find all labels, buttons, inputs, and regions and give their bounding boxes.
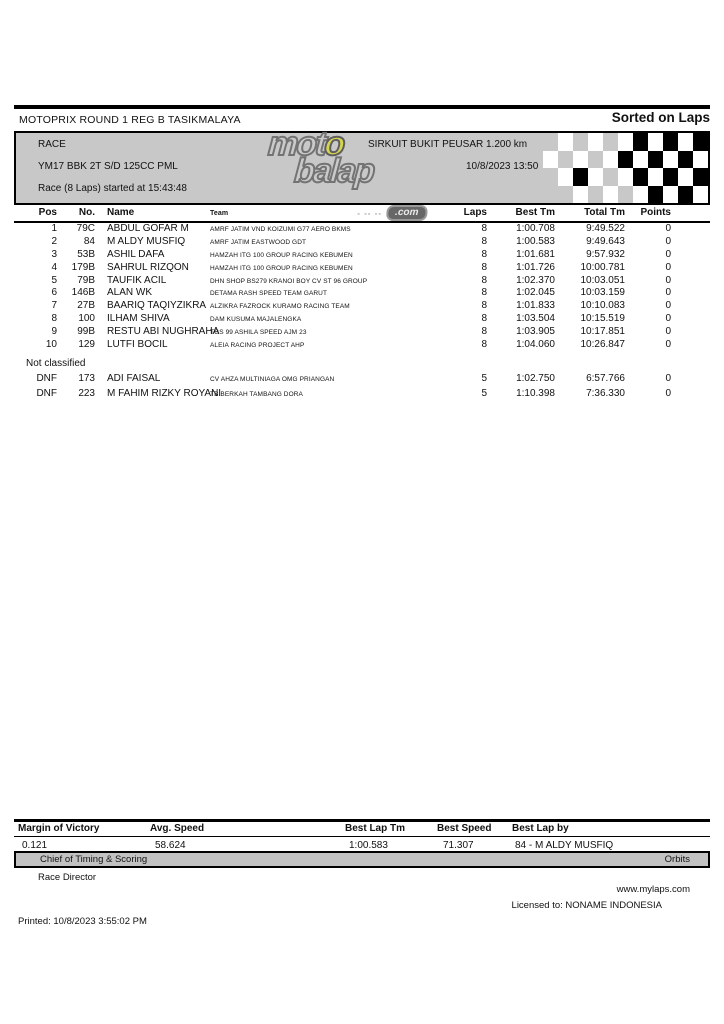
checker-cell (663, 151, 678, 169)
cell-no: 84 (83, 235, 95, 247)
signature-bar (14, 851, 710, 868)
circuit-label: SIRKUIT BUKIT PEUSAR 1.200 km (368, 139, 528, 150)
cell-team: AMRF JATIM VND KOIZUMI G77 AERO BKMS (210, 226, 351, 233)
cell-pos: 2 (51, 235, 57, 247)
session-datetime: 10/8/2023 13:50 (466, 161, 539, 172)
cell-no: 146B (71, 287, 95, 299)
cell-total: 10:15.519 (580, 313, 625, 325)
cell-total: 10:10.083 (580, 300, 625, 312)
cell-total: 10:17.851 (580, 326, 625, 338)
cell-no: 79C (76, 223, 95, 234)
cell-laps: 8 (481, 326, 487, 338)
cell-no: 179B (71, 261, 95, 273)
printed-timestamp: Printed: 10/8/2023 3:55:02 PM (18, 916, 147, 927)
title-row (14, 110, 710, 128)
cell-team: HAMZAH ITG 100 GROUP RACING KEBUMEN (210, 251, 353, 259)
checker-cell (558, 186, 573, 204)
cell-total: 9:49.522 (586, 223, 625, 234)
checker-cell (633, 151, 648, 169)
cell-no: 53B (77, 248, 95, 260)
cell-pos: DNF (36, 373, 57, 384)
header-best: Best Tm (515, 207, 555, 218)
checker-cell (678, 133, 693, 151)
cell-name: ILHAM SHIVA (107, 313, 170, 325)
table-row (14, 300, 710, 313)
cell-total: 6:57.766 (586, 373, 625, 384)
cell-total: 9:49.643 (586, 235, 625, 247)
cell-no: 223 (78, 387, 95, 399)
cell-best: 1:00.583 (516, 235, 555, 247)
stats-rule-thin (14, 836, 710, 837)
cell-name: BAARIQ TAQIYZIKRA (107, 300, 207, 312)
cell-name: ADI FAISAL (107, 373, 161, 384)
checker-cell (678, 186, 693, 204)
header-laps: Laps (463, 207, 487, 218)
cell-points: 0 (665, 339, 671, 351)
results-rows (14, 223, 710, 352)
cell-no: 79B (77, 274, 95, 286)
avg-speed-value: 58.624 (155, 840, 186, 851)
cell-total: 10:00.781 (580, 261, 625, 273)
checker-cell (648, 186, 663, 204)
cell-team: DAM KUSUMA MAJALENGKA (210, 316, 302, 324)
cell-best: 1:01.833 (516, 300, 555, 312)
cell-pos: 1 (51, 223, 57, 234)
best-lap-tm-label: Best Lap Tm (345, 823, 406, 834)
cell-laps: 8 (481, 223, 487, 234)
checker-cell (573, 133, 588, 151)
cell-pos: 9 (51, 326, 57, 338)
table-row (14, 326, 710, 339)
cell-name: ALAN WK (107, 287, 153, 299)
session-label: RACE (38, 139, 66, 150)
cell-laps: 5 (481, 373, 487, 384)
checker-cell (543, 151, 558, 169)
mylaps-url: www.mylaps.com (616, 884, 690, 895)
not-classified-label: Not classified (26, 358, 86, 369)
cell-pos: 5 (51, 274, 57, 286)
race-start-label: Race (8 Laps) started at 15:43:48 (38, 183, 187, 194)
checker-cell (648, 168, 663, 186)
checker-cell (693, 151, 708, 169)
cell-pos: 10 (45, 339, 57, 351)
cell-total: 10:03.051 (580, 274, 625, 286)
checker-cell (648, 151, 663, 169)
watermark-com-badge: .com (386, 205, 428, 221)
cell-team: ALZIKRA FAZROCK KURAMO RACING TEAM (210, 303, 350, 311)
header-total: Total Tm (584, 207, 625, 218)
cell-total: 10:03.159 (580, 287, 625, 299)
cell-points: 0 (665, 326, 671, 338)
watermark-badge-row (357, 205, 428, 221)
cell-team: ALEIA RACING PROJECT AHP (210, 342, 305, 350)
table-row (14, 275, 710, 288)
cell-team: DHN SHOP BS279 KRANOI BOY CV ST 96 GROUP (210, 277, 368, 285)
table-row (14, 262, 710, 275)
checker-cell (663, 186, 678, 204)
cell-laps: 8 (481, 339, 487, 351)
cell-best: 1:02.370 (516, 274, 555, 286)
cell-name: RESTU ABI NUGHRAHA (107, 326, 220, 338)
cell-points: 0 (665, 300, 671, 312)
table-row (14, 249, 710, 262)
cell-name: TAUFIK ACIL (107, 274, 167, 286)
table-row (14, 236, 710, 249)
watermark-yellow-o: o (323, 125, 345, 163)
checker-cell (573, 186, 588, 204)
cell-pos: 4 (51, 261, 57, 273)
checker-cell (618, 168, 633, 186)
best-lap-by-value: 84 - M ALDY MUSFIQ (515, 840, 614, 851)
licensed-to-label: Licensed to: NONAME INDONESIA (511, 900, 662, 911)
cell-team: DETAMA RASH SPEED TEAM GARUT (210, 290, 328, 298)
cell-total: 9:57.932 (586, 248, 625, 260)
cell-best: 1:00.708 (516, 223, 555, 234)
best-speed-value: 71.307 (443, 840, 474, 851)
motobalap-watermark (263, 125, 434, 223)
cell-laps: 8 (481, 274, 487, 286)
cell-name: ABDUL GOFAR M (107, 223, 189, 234)
margin-of-victory-value: 0.121 (22, 840, 48, 851)
results-table (14, 207, 710, 352)
checker-cell (663, 168, 678, 186)
checker-cell (543, 168, 558, 186)
table-row (14, 373, 710, 388)
checker-cell (603, 133, 618, 151)
cell-best: 1:02.750 (516, 373, 555, 384)
cell-pos: 6 (51, 287, 57, 299)
cell-best: 1:04.060 (516, 339, 555, 351)
cell-laps: 8 (481, 287, 487, 299)
stats-rule-thick (14, 819, 710, 822)
checker-cell (603, 186, 618, 204)
checker-cell (588, 133, 603, 151)
cell-points: 0 (665, 387, 671, 399)
checker-cell (558, 151, 573, 169)
cell-points: 0 (665, 373, 671, 384)
cell-points: 0 (665, 235, 671, 247)
cell-no: 100 (78, 313, 95, 325)
table-row (14, 339, 710, 352)
checker-cell (558, 168, 573, 186)
checker-cell (633, 133, 648, 151)
table-row (14, 313, 710, 326)
checker-cell (693, 168, 708, 186)
checker-cell (618, 151, 633, 169)
cell-laps: 8 (481, 261, 487, 273)
margin-of-victory-label: Margin of Victory (18, 823, 100, 834)
cell-team: TGS 99 ASHILA SPEED AJM 23 (210, 329, 307, 337)
top-rule (14, 105, 710, 109)
cell-points: 0 (665, 248, 671, 260)
checker-cell (663, 133, 678, 151)
checker-cell (543, 186, 558, 204)
cell-laps: 8 (481, 300, 487, 312)
class-label: YM17 BBK 2T S/D 125CC PML (38, 161, 178, 172)
header-pos: Pos (38, 207, 57, 218)
checker-cell (573, 151, 588, 169)
cell-name: LUTFI BOCIL (107, 339, 168, 351)
cell-pos: 3 (51, 248, 57, 260)
cell-pos: 7 (51, 300, 57, 312)
checker-cell (588, 151, 603, 169)
checker-cell (633, 186, 648, 204)
orbits-label: Orbits (664, 854, 690, 865)
chief-timing-label: Chief of Timing & Scoring (40, 854, 148, 865)
race-director-label: Race Director (38, 872, 97, 883)
cell-total: 10:26.847 (580, 339, 625, 351)
cell-laps: 8 (481, 248, 487, 260)
cell-team: TB BERKAH TAMBANG DORA (210, 390, 303, 398)
checker-cell (648, 133, 663, 151)
cell-laps: 8 (481, 235, 487, 247)
best-speed-label: Best Speed (437, 823, 492, 834)
cell-team: CV AHZA MULTINIAGA OMG PRIANGAN (210, 376, 335, 383)
cell-best: 1:01.726 (516, 261, 555, 273)
cell-no: 27B (77, 300, 95, 312)
cell-points: 0 (665, 261, 671, 273)
checker-cell (588, 186, 603, 204)
checker-cell (603, 168, 618, 186)
cell-total: 7:36.330 (586, 387, 625, 399)
checker-cell (588, 168, 603, 186)
avg-speed-label: Avg. Speed (150, 823, 205, 834)
best-lap-tm-value: 1:00.583 (349, 840, 388, 851)
checker-cell (618, 133, 633, 151)
cell-name: M ALDY MUSFIQ (107, 235, 186, 247)
cell-best: 1:03.504 (516, 313, 555, 325)
cell-best: 1:10.398 (516, 387, 555, 399)
checker-cell (618, 186, 633, 204)
cell-best: 1:03.905 (516, 326, 555, 338)
header-name: Name (107, 207, 135, 218)
checker-cell (633, 168, 648, 186)
table-row (14, 388, 710, 403)
cell-team: HAMZAH ITG 100 GROUP RACING KEBUMEN (210, 264, 353, 272)
header-team: Team (210, 210, 229, 217)
checker-cell (693, 186, 708, 204)
cell-pos: 8 (51, 313, 57, 325)
best-lap-by-label: Best Lap by (512, 823, 569, 834)
cell-name: M FAHIM RIZKY ROYANI (107, 387, 222, 399)
cell-no: 129 (78, 339, 95, 351)
cell-best: 1:01.681 (516, 248, 555, 260)
cell-points: 0 (665, 287, 671, 299)
checker-cell (573, 168, 588, 186)
cell-name: ASHIL DAFA (107, 248, 165, 260)
cell-no: 173 (78, 373, 95, 384)
sort-mode-label: Sorted on Laps (611, 110, 710, 125)
header-points: Points (640, 207, 671, 218)
header-no: No. (78, 207, 95, 218)
table-row (14, 223, 710, 236)
cell-best: 1:02.045 (516, 287, 555, 299)
checker-cell (678, 168, 693, 186)
cell-laps: 8 (481, 313, 487, 325)
checkered-flag-graphic (543, 133, 708, 203)
cell-points: 0 (665, 223, 671, 234)
checker-cell (678, 151, 693, 169)
watermark-word-balap: balap (293, 152, 375, 190)
watermark-word-moto: moto (266, 125, 345, 163)
checker-cell (693, 133, 708, 151)
dnf-rows (14, 373, 710, 402)
cell-team: AMRF JATIM EASTWOOD GDT (210, 238, 307, 246)
cell-name: SAHRUL RIZQON (107, 261, 189, 273)
table-row (14, 287, 710, 300)
cell-points: 0 (665, 274, 671, 286)
cell-no: 99B (77, 326, 95, 338)
event-title: MOTOPRIX ROUND 1 REG B TASIKMALAYA (19, 114, 241, 126)
watermark-dashes: - -- -- (356, 208, 383, 218)
cell-points: 0 (665, 313, 671, 325)
checker-cell (603, 151, 618, 169)
checker-cell (558, 133, 573, 151)
cell-pos: DNF (36, 387, 57, 399)
checker-cell (543, 133, 558, 151)
cell-laps: 5 (481, 387, 487, 399)
